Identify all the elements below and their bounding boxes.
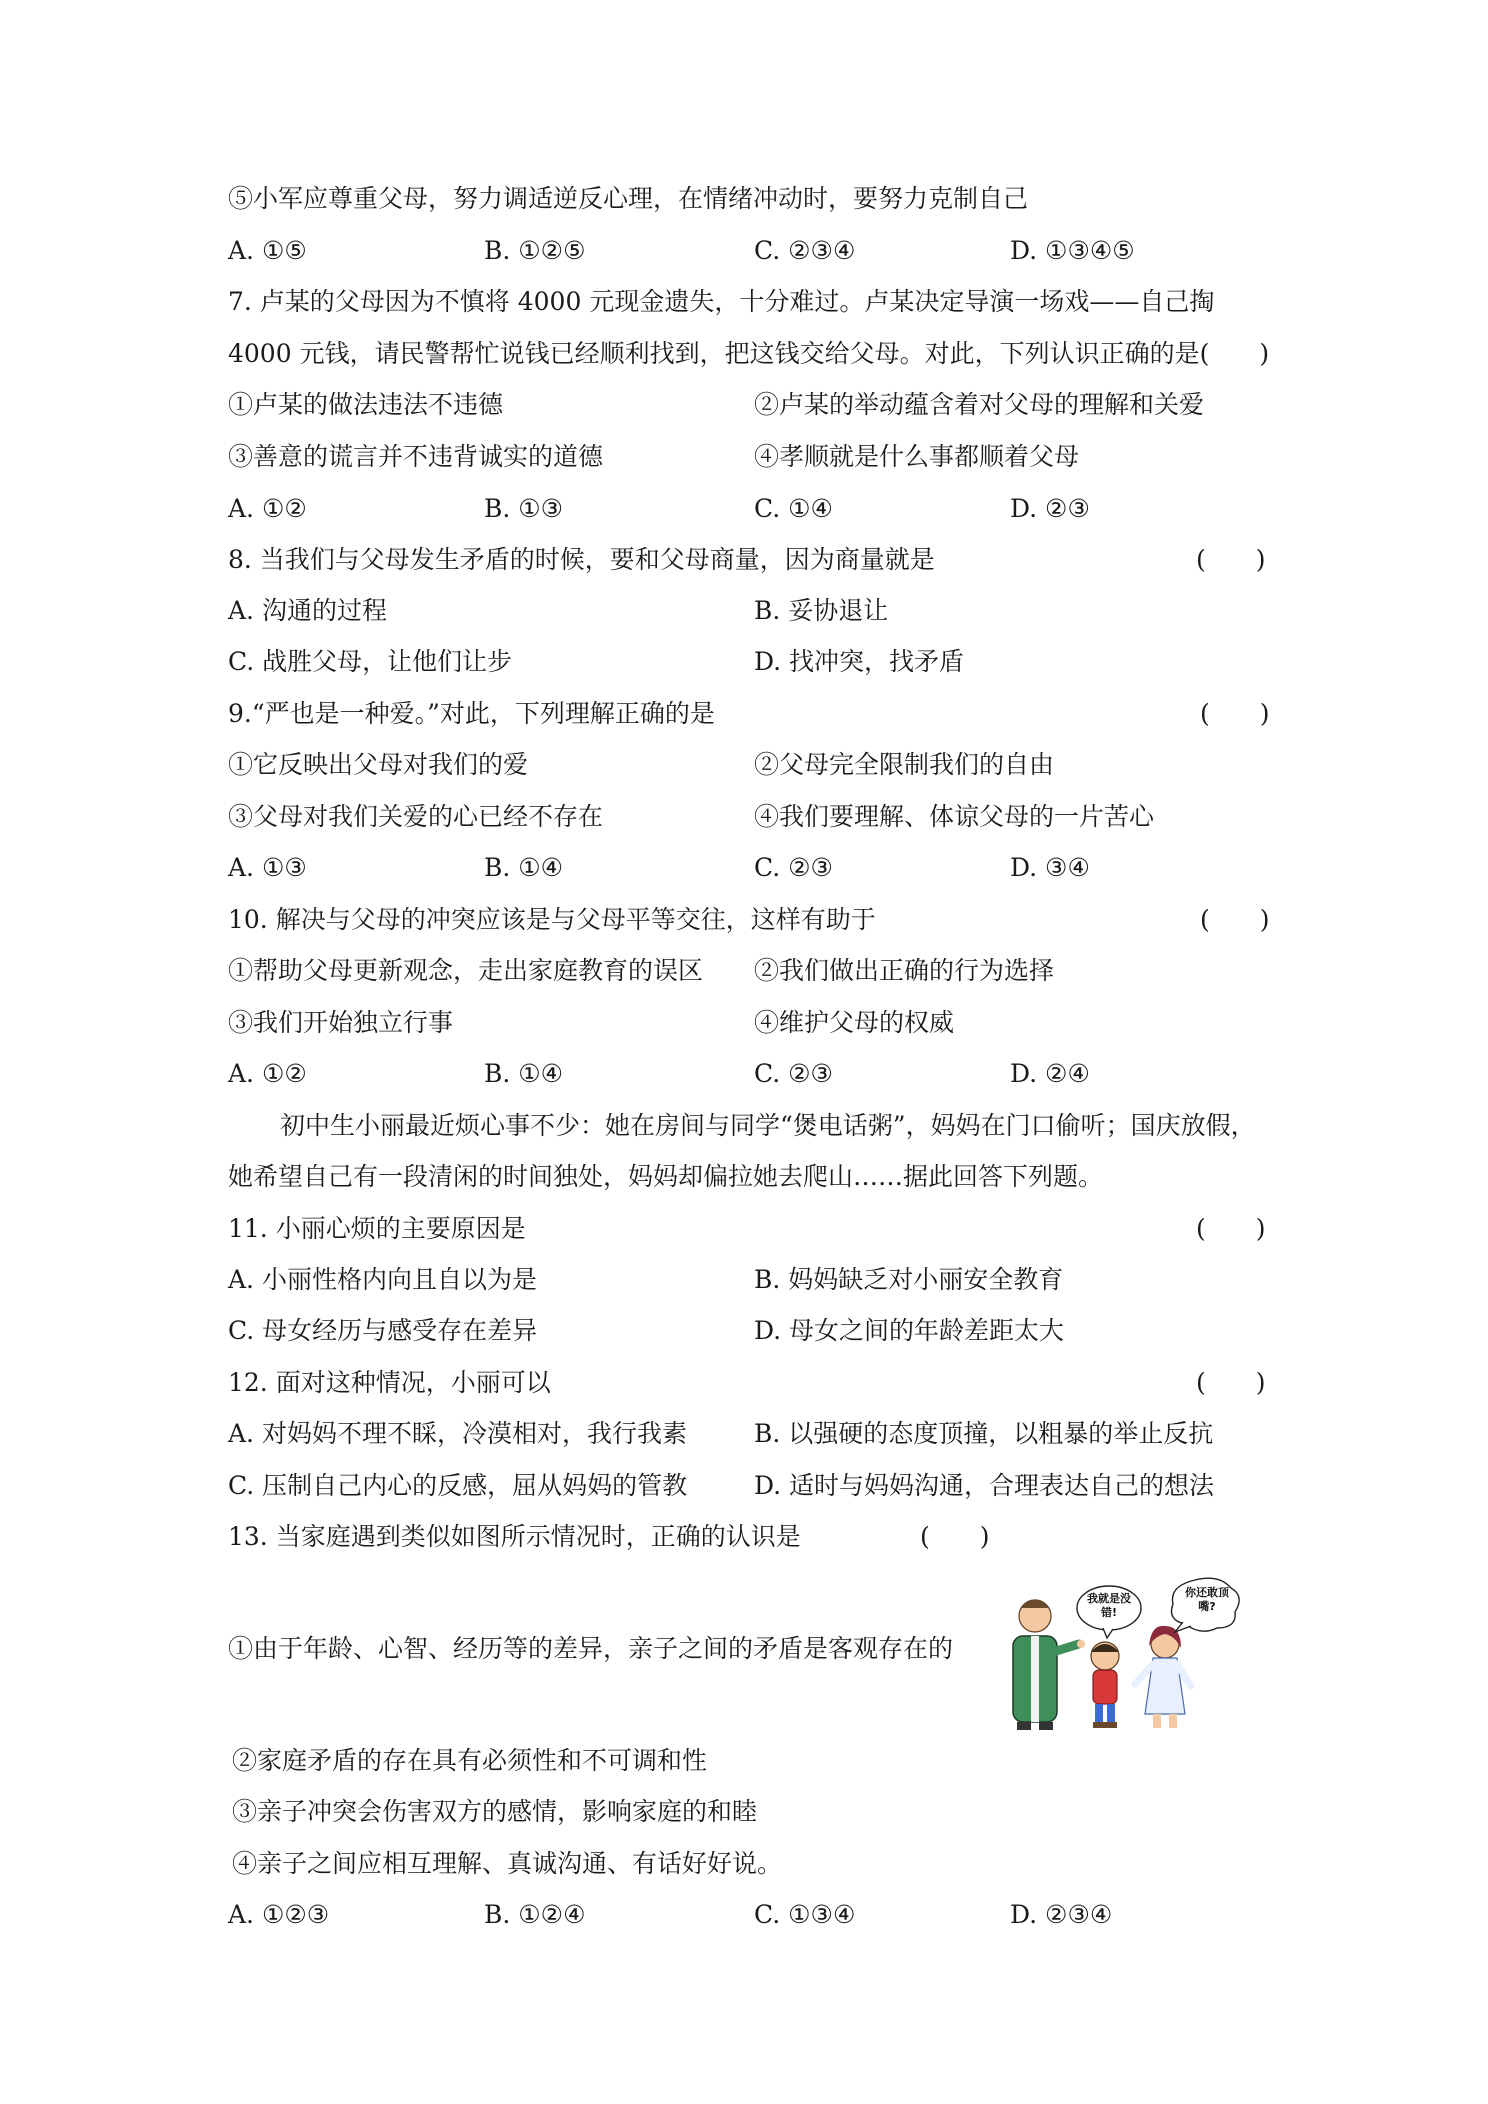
q6-option-c: C. ②③④ xyxy=(754,236,856,265)
q10-option-b: B. ①④ xyxy=(484,1059,564,1088)
q9-option-c: C. ②③ xyxy=(754,853,833,882)
q13-option-c: C. ①③④ xyxy=(754,1900,856,1929)
q9-item-1: ①它反映出父母对我们的爱 xyxy=(228,750,529,779)
q13-stem: 13. 当家庭遇到类似如图所示情况时，正确的认识是 xyxy=(228,1522,801,1551)
q13-answer-paren: ( ) xyxy=(920,1522,990,1551)
q7-stem-line2: 4000 元钱，请民警帮忙说钱已经顺利找到，把这钱交给父母。对此，下列认识正确的是( ) xyxy=(228,339,1270,368)
q11-stem: 11. 小丽心烦的主要原因是 xyxy=(228,1214,526,1243)
q8-option-c: C. 战胜父母，让他们让步 xyxy=(228,647,513,676)
child-speech-bubble xyxy=(1077,1586,1141,1638)
q8-answer-paren: ( ) xyxy=(1196,545,1266,574)
q10-item-3: ③我们开始独立行事 xyxy=(228,1008,454,1037)
q9-option-b: B. ①④ xyxy=(484,853,564,882)
q7-option-c: C. ①④ xyxy=(754,494,833,523)
q6-option-a: A. ①⑤ xyxy=(228,236,307,265)
q9-answer-paren: ( ) xyxy=(1200,699,1270,728)
q7-option-d: D. ②③ xyxy=(1010,494,1090,523)
q10-item-2: ②我们做出正确的行为选择 xyxy=(754,956,1055,985)
mother-figure xyxy=(1135,1626,1191,1728)
q9-stem: 9.“严也是一种爱。”对此，下列理解正确的是 xyxy=(228,699,715,728)
q6-item-5: ⑤小军应尊重父母，努力调适逆反心理，在情绪冲动时，要努力克制自己 xyxy=(228,184,1029,213)
q13-item-4: ④亲子之间应相互理解、真诚沟通、有话好好说。 xyxy=(232,1849,783,1878)
q11-answer-paren: ( ) xyxy=(1196,1214,1266,1243)
q10-option-a: A. ①② xyxy=(228,1059,307,1088)
father-figure xyxy=(1013,1600,1085,1730)
passage-line-2: 她希望自己有一段清闲的时间独处，妈妈却偏拉她去爬山……据此回答下列题。 xyxy=(228,1162,1104,1191)
q8-option-b: B. 妥协退让 xyxy=(754,596,889,625)
parent-child-conflict-cartoon xyxy=(1005,1574,1245,1734)
q8-option-d: D. 找冲突，找矛盾 xyxy=(754,647,965,676)
q11-option-d: D. 母女之间的年龄差距太大 xyxy=(754,1316,1065,1345)
q9-option-d: D. ③④ xyxy=(1010,853,1090,882)
q7-option-a: A. ①② xyxy=(228,494,307,523)
q11-option-a: A. 小丽性格内向且自以为是 xyxy=(228,1265,537,1294)
q7-item-2: ②卢某的举动蕴含着对父母的理解和关爱 xyxy=(754,390,1205,419)
q12-option-d: D. 适时与妈妈沟通，合理表达自己的想法 xyxy=(754,1471,1215,1500)
q7-item-1: ①卢某的做法违法不违德 xyxy=(228,390,504,419)
q10-option-d: D. ②④ xyxy=(1010,1059,1090,1088)
q6-option-d: D. ①③④⑤ xyxy=(1010,236,1135,265)
q11-option-c: C. 母女经历与感受存在差异 xyxy=(228,1316,538,1345)
q12-option-c: C. 压制自己内心的反感，屈从妈妈的管教 xyxy=(228,1471,688,1500)
q12-answer-paren: ( ) xyxy=(1196,1368,1266,1397)
mother-speech-bubble xyxy=(1172,1578,1240,1632)
q8-option-a: A. 沟通的过程 xyxy=(228,596,387,625)
q9-option-a: A. ①③ xyxy=(228,853,307,882)
q8-stem: 8. 当我们与父母发生矛盾的时候，要和父母商量，因为商量就是 xyxy=(228,545,935,574)
q6-option-b: B. ①②⑤ xyxy=(484,236,586,265)
q9-item-2: ②父母完全限制我们的自由 xyxy=(754,750,1055,779)
q10-option-c: C. ②③ xyxy=(754,1059,833,1088)
q10-answer-paren: ( ) xyxy=(1200,905,1270,934)
q13-option-b: B. ①②④ xyxy=(484,1900,586,1929)
child-speech-text: 我就是没错! xyxy=(1087,1592,1131,1619)
q10-stem: 10. 解决与父母的冲突应该是与父母平等交往，这样有助于 xyxy=(228,905,876,934)
q13-option-a: A. ①②③ xyxy=(228,1900,330,1929)
q7-option-b: B. ①③ xyxy=(484,494,564,523)
q9-item-3: ③父母对我们关爱的心已经不存在 xyxy=(228,802,604,831)
passage-line-1: 初中生小丽最近烦心事不少：她在房间与同学“煲电话粥”，妈妈在门口偷听；国庆放假， xyxy=(280,1111,1256,1140)
mother-speech-text: 你还敢顶嘴? xyxy=(1185,1586,1229,1613)
q7-item-3: ③善意的谎言并不违背诚实的道德 xyxy=(228,442,604,471)
q12-option-a: A. 对妈妈不理不睬，冷漠相对，我行我素 xyxy=(228,1419,687,1448)
q10-item-1: ①帮助父母更新观念，走出家庭教育的误区 xyxy=(228,956,704,985)
q13-item-3: ③亲子冲突会伤害双方的感情，影响家庭的和睦 xyxy=(232,1797,758,1826)
child-figure xyxy=(1091,1642,1119,1728)
q12-option-b: B. 以强硬的态度顶撞，以粗暴的举止反抗 xyxy=(754,1419,1214,1448)
q11-option-b: B. 妈妈缺乏对小丽安全教育 xyxy=(754,1265,1064,1294)
q10-item-4: ④维护父母的权威 xyxy=(754,1008,955,1037)
q13-item-1: ①由于年龄、心智、经历等的差异，亲子之间的矛盾是客观存在的 xyxy=(228,1634,954,1663)
q7-item-4: ④孝顺就是什么事都顺着父母 xyxy=(754,442,1080,471)
q13-option-d: D. ②③④ xyxy=(1010,1900,1113,1929)
q13-item-2: ②家庭矛盾的存在具有必须性和不可调和性 xyxy=(232,1746,708,1775)
q12-stem: 12. 面对这种情况，小丽可以 xyxy=(228,1368,551,1397)
q9-item-4: ④我们要理解、体谅父母的一片苦心 xyxy=(754,802,1155,831)
q7-stem-line1: 7. 卢某的父母因为不慎将 4000 元现金遗失，十分难过。卢某决定导演一场戏——自己掏 xyxy=(228,287,1215,316)
